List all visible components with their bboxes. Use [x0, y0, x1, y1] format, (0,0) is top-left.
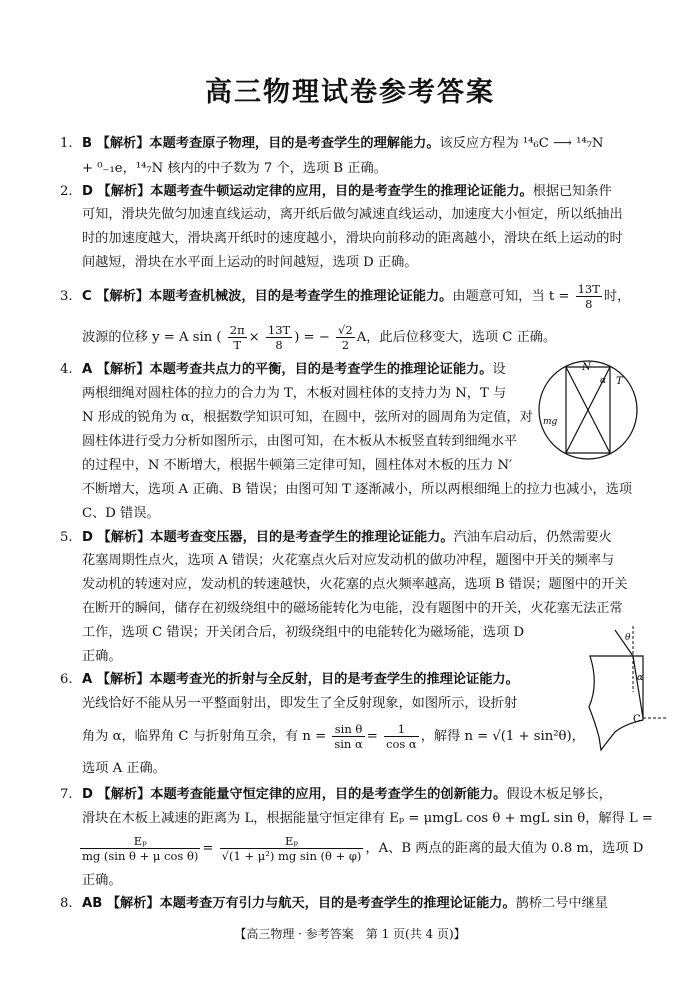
q6-line-4: 选项 A 正确。: [82, 761, 166, 776]
page-footer: 【高三物理 · 参考答案 第 1 页(共 4 页)】: [234, 927, 466, 941]
q6-analysis: A 【解析】本题考查光的折射与全反射，目的是考查学生的推理论证能力。: [82, 672, 519, 687]
q3-analysis: C 【解析】本题考查机械波，目的是考查学生的推理论证能力。: [82, 289, 453, 304]
q4-line-7: C、D 错误。: [82, 506, 160, 521]
q2-analysis: D 【解析】本题考查牛顿运动定律的应用，目的是考查学生的推理论证能力。: [82, 184, 533, 199]
label-T: T: [616, 376, 623, 387]
q3-fraction-2: [266, 323, 292, 352]
q8-text: 鹊桥二号中继星: [515, 896, 608, 911]
label-C: C: [633, 714, 641, 725]
q6-line-3: [82, 722, 585, 751]
q6-text: 角为 α，临界角 C 与折射角互余，有 n =: [82, 729, 327, 744]
frac-den: T: [233, 338, 242, 352]
q7-fraction-1: [80, 834, 200, 863]
q6-text: =: [366, 729, 378, 744]
label-mg: mg: [543, 417, 558, 427]
q3-text: A，此后位移变大，选项 C 正确。: [356, 330, 557, 345]
q2-text: 根据已知条件: [532, 184, 612, 199]
q1-equation: 该反应方程为 ¹⁴₆C ⟶ ¹⁴₇N: [439, 136, 604, 151]
frac-den: 8: [275, 338, 283, 352]
q7-line-2: 滑块在木板上减速的距离为 L，根据能量守恒定律有 Eₚ = μmgL cos θ + mgL sin θ，解得 L =: [82, 811, 653, 826]
q1-line-1: [60, 135, 604, 153]
q7-line-4: 正确。: [82, 873, 122, 888]
q8-line-1: [60, 895, 608, 913]
label-alpha: α: [637, 673, 644, 683]
q3-text: ×: [248, 330, 260, 345]
q4-line-5: 的过程中，N 不断增大，根据牛顿第三定律可知，圆柱体对木板的压力 N′: [82, 458, 513, 473]
q3-line-2: [82, 323, 556, 352]
frac-den: sin α: [334, 737, 363, 751]
q3-fraction-1: [228, 323, 247, 352]
q4-force-diagram: [536, 358, 640, 462]
frac-num: √2: [338, 323, 353, 337]
q4-number: 4.: [60, 362, 73, 377]
label-theta: θ: [625, 633, 631, 643]
q3-fraction-3: [336, 323, 355, 352]
q4-line-2: 两根细绳对圆柱体的拉力的合力为 T，木板对圆柱体的支持力为 N，T 与: [82, 386, 507, 401]
q7-line-1: [60, 786, 612, 804]
q3-text: ) = −: [294, 330, 330, 345]
page-title: 高三物理试卷参考答案: [205, 77, 495, 108]
q6-number: 6.: [60, 672, 73, 687]
frac-num: 1: [384, 722, 419, 737]
label-N: N: [582, 362, 591, 373]
q3-text: 波源的位移 y = A sin (: [82, 330, 222, 345]
frac-num: sin θ: [332, 722, 364, 737]
frac-num: 13T: [267, 323, 291, 337]
q7-fraction-2: [220, 834, 364, 863]
q7-analysis: D 【解析】本题考查能量守恒定律的应用，目的是考查学生的创新能力。: [82, 787, 507, 802]
q6-fraction-1: [332, 722, 364, 751]
q7-line-3: [78, 834, 643, 863]
q2-line-3: 时的加速度越大，滑块离开纸时的速度越小，滑块向前移动的距离越小，滑块在纸上运动的时: [82, 231, 623, 246]
q3-t-fraction: [576, 282, 602, 311]
q4-analysis: A 【解析】本题考查共点力的平衡，目的是考查学生的推理论证能力。: [82, 362, 493, 377]
q8-number: 8.: [60, 896, 73, 911]
q5-line-3: 发动机的转速对应，发动机的转速越快，火花塞的点火频率越高，选项 B 错误；题图中的开关: [82, 577, 628, 592]
q5-line-4: 在断开的瞬间，储存在初级绕组中的磁场能转化为电能，没有题图中的开关，火花塞无法正常: [82, 601, 623, 616]
q5-line-6: 正确。: [82, 649, 122, 664]
q6-line-1: [60, 671, 519, 689]
q5-number: 5.: [60, 530, 73, 545]
q7-text: 假设木板足够长，: [506, 787, 612, 802]
q3-text: 由题意可知，当 t =: [452, 289, 570, 304]
frac-den: cos α: [386, 737, 417, 751]
q1-number: 1.: [60, 136, 73, 151]
q4-line-1: [60, 361, 506, 379]
q6-line-2: 光线恰好不能从另一平整面射出，即发生了全反射现象，如图所示，设折射: [82, 696, 518, 711]
q7-number: 7.: [60, 787, 73, 802]
q5-line-2: 花塞周期性点火，选项 A 错误；火花塞点火后对应发动机的做功冲程，题图中开关的频率与: [82, 553, 615, 568]
q2-number: 2.: [60, 184, 73, 199]
q3-number: 3.: [60, 289, 73, 304]
q6-text: ，解得 n = √(1 + sin²θ)，: [420, 729, 585, 744]
frac-den: √(1 + μ²) mg sin (θ + φ): [221, 849, 362, 863]
q2-line-2: 可知，滑块先做匀加速直线运动，离开纸后做匀减速直线运动，加速度大小恒定，所以纸抽出: [82, 207, 623, 222]
q3-line-1: [60, 282, 631, 311]
q5-line-1: [60, 529, 612, 547]
frac-den: mg (sin θ + μ cos θ): [82, 849, 199, 863]
frac-den: 2: [341, 338, 350, 352]
q1-line-2: + ⁰₋₁e，¹⁴₇N 核内的中子数为 7 个，选项 B 正确。: [82, 161, 387, 176]
q1-analysis: B 【解析】本题考查原子物理，目的是考查学生的理解能力。: [82, 136, 440, 151]
q4-line-4: 圆柱体进行受力分析如图所示，由图可知，在木板从木板竖直转到细绳水平: [82, 434, 518, 449]
q4-line-3: N 形成的锐角为 α，根据数学知识可知，在圆中，弦所对的圆周角为定值，对: [82, 410, 533, 425]
refracted-ray: [633, 656, 643, 718]
q4-text: 设: [492, 362, 506, 377]
frac-den: 8: [585, 297, 593, 311]
q7-text: ，A、B 两点的距离的最大值为 0.8 m，选项 D: [365, 841, 644, 856]
q4-line-6: 不断增大，选项 A 正确、B 错误；由图可知 T 逐渐减小，所以两根细绳上的拉力也减小，选项: [82, 482, 633, 497]
q6-optics-diagram: [585, 622, 670, 757]
frac-num: Eₚ: [220, 834, 364, 849]
q3-text: 时，: [603, 289, 631, 304]
q6-fraction-2: [384, 722, 419, 751]
frac-num: Eₚ: [80, 834, 200, 849]
label-alpha: α: [600, 376, 607, 386]
q7-text: =: [202, 841, 214, 856]
q8-analysis: AB 【解析】本题考查万有引力与航天，目的是考查学生的推理论证能力。: [82, 896, 516, 911]
q2-line-1: [60, 183, 612, 201]
q5-line-5: 工作，选项 C 错误；开关闭合后，初级绕组中的电能转化为磁场能，选项 D: [82, 625, 525, 640]
q5-analysis: D 【解析】本题考查变压器，目的是考查学生的推理论证能力。: [82, 530, 454, 545]
q5-text: 汽油车启动后，仍然需要火: [453, 530, 612, 545]
frac-num: 2π: [229, 323, 245, 337]
q2-line-4: 间越短，滑块在水平面上运动的时间越短，选项 D 正确。: [82, 255, 418, 270]
frac-num: 13T: [577, 282, 600, 296]
